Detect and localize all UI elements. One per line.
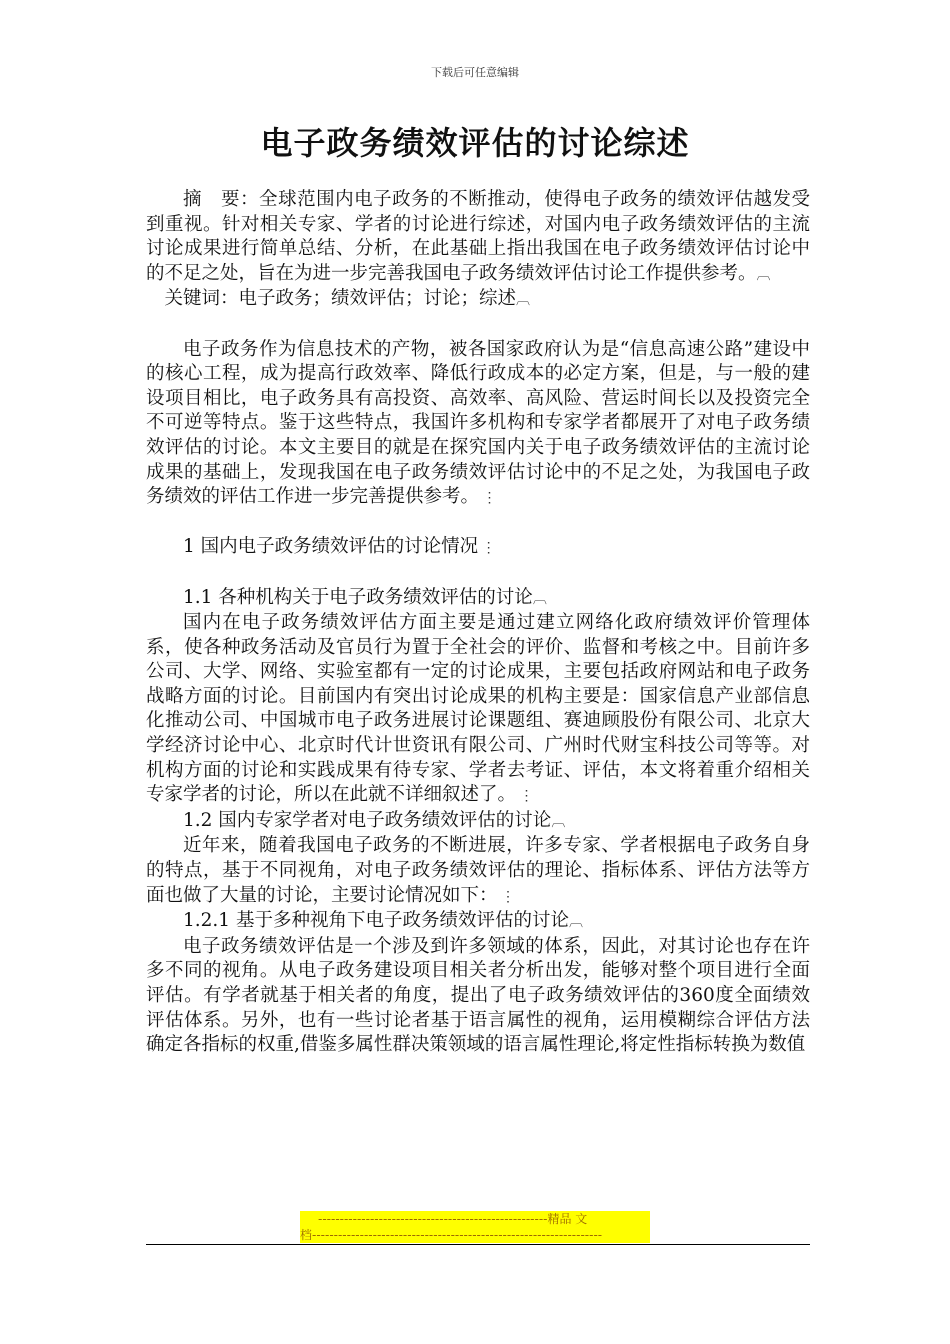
section-1-2-1-paragraph [146, 935, 810, 1058]
intro-paragraph [146, 338, 810, 511]
section-heading-1 [146, 535, 810, 561]
section-heading-1-text: 1 国内电子政务绩效评估的讨论情况 [183, 536, 479, 558]
keywords-text: 关键词：电子政务；绩效评估；讨论；综述 [164, 288, 517, 310]
footer-rule [146, 1244, 810, 1245]
return-mark-icon: ︹ [532, 590, 546, 607]
section-1-2-text: 近年来，随着我国电子政务的不断进展，许多专家、学者根据电子政务自身的特点，基于不同视角，对电子政务绩效评估的理论、指标体系、评估方法等方面也做了大量的讨论，主要讨论情况如下： [146, 835, 810, 906]
section-heading-1-1 [146, 586, 810, 612]
return-mark-icon: ︹ [551, 813, 565, 830]
section-heading-1-2-text: 1.2 国内专家学者对电子政务绩效评估的讨论 [183, 809, 552, 831]
paragraph-mark-icon: ⋮ [497, 888, 514, 905]
section-heading-1-2-1 [146, 909, 810, 935]
footer-line-2: 档------------------------------------------------------------------- [300, 1228, 603, 1242]
footer-line-1: -----------------------------------------------------精品 文 [318, 1212, 588, 1226]
document-title: 电子政务绩效评估的讨论综述 [260, 124, 690, 162]
section-heading-1-2 [146, 809, 810, 835]
return-mark-icon: ︹ [568, 914, 582, 931]
keywords-line [146, 287, 810, 313]
document-body [146, 188, 810, 1058]
return-mark-icon: ︹ [756, 266, 770, 283]
footer-watermark-bar [300, 1211, 650, 1243]
section-1-2-paragraph [146, 834, 810, 909]
section-1-2-1-text: 电子政务绩效评估是一个涉及到许多领域的体系，因此，对其讨论也存在许多不同的视角。从电子政务建设项目相关者分析出发，能够对整个项目进行全面评估。有学者就基于相关者的角度，提出了电子政务绩效评估的360度全面绩效评估体系。另外，也有一些讨论者基于语言属性的视角，运用模糊综合评估方法确定各指标的权重,借鉴多属性群决策领域的语言属性理论,将定性指标转换为数值 [146, 935, 810, 1056]
abstract-paragraph [146, 188, 810, 287]
section-1-1-paragraph [146, 611, 810, 809]
intro-text: 电子政务作为信息技术的产物，被各国家政府认为是“信息高速公路”建设中的核心工程，成为提高行政效率、降低行政成本的必定方案，但是，与一般的建设项目相比，电子政务具有高投资、高效率、高风险、营运时间长以及投资完全不可逆等特点。鉴于这些特点，我国许多机构和专家学者都展开了对电子政务绩效评估的讨论。本文主要目的就是在探究国内关于电子政务绩效评估的主流讨论成果的基础上，发现我国在电子政务绩效评估讨论中的不足之处，为我国电子政务绩效的评估工作进一步完善提供参考。 [146, 338, 810, 508]
paragraph-mark-icon: ⋮ [478, 540, 495, 557]
paragraph-mark-icon: ⋮ [479, 490, 496, 507]
section-heading-1-2-1-text: 1.2.1 基于多种视角下电子政务绩效评估的讨论 [183, 910, 569, 932]
section-heading-1-1-text: 1.1 各种机构关于电子政务绩效评估的讨论 [183, 586, 533, 608]
paragraph-mark-icon: ⋮ [516, 788, 533, 805]
section-1-1-text: 国内在电子政务绩效评估方面主要是通过建立网络化政府绩效评价管理体系，使各种政务活动及官员行为置于全社会的评价、监督和考核之中。目前许多公司、大学、网络、实验室都有一定的讨论成果，主要包括政府网站和电子政务战略方面的讨论。目前国内有突出讨论成果的机构主要是：国家信息产业部信息化推动公司、中国城市电子政务进展讨论课题组、赛迪顾股份有限公司、北京大学经济讨论中心、北京时代计世资讯有限公司、广州时代财宝科技公司等等。对机构方面的讨论和实践成果有待专家、学者去考证、评估，本文将着重介绍相关专家学者的讨论，所以在此就不详细叙述了。 [146, 612, 810, 806]
abstract-text: 摘 要：全球范围内电子政务的不断推动，使得电子政务的绩效评估越发受到重视。针对相关专家、学者的讨论进行综述，对国内电子政务绩效评估的主流讨论成果进行简单总结、分析，在此基础上指出我国在电子政务绩效评估讨论中的不足之处，旨在为进一步完善我国电子政务绩效评估讨论工作提供参考。 [146, 189, 810, 284]
header-note: 下载后可任意编辑 [431, 66, 519, 79]
return-mark-icon: ︹ [516, 292, 530, 309]
